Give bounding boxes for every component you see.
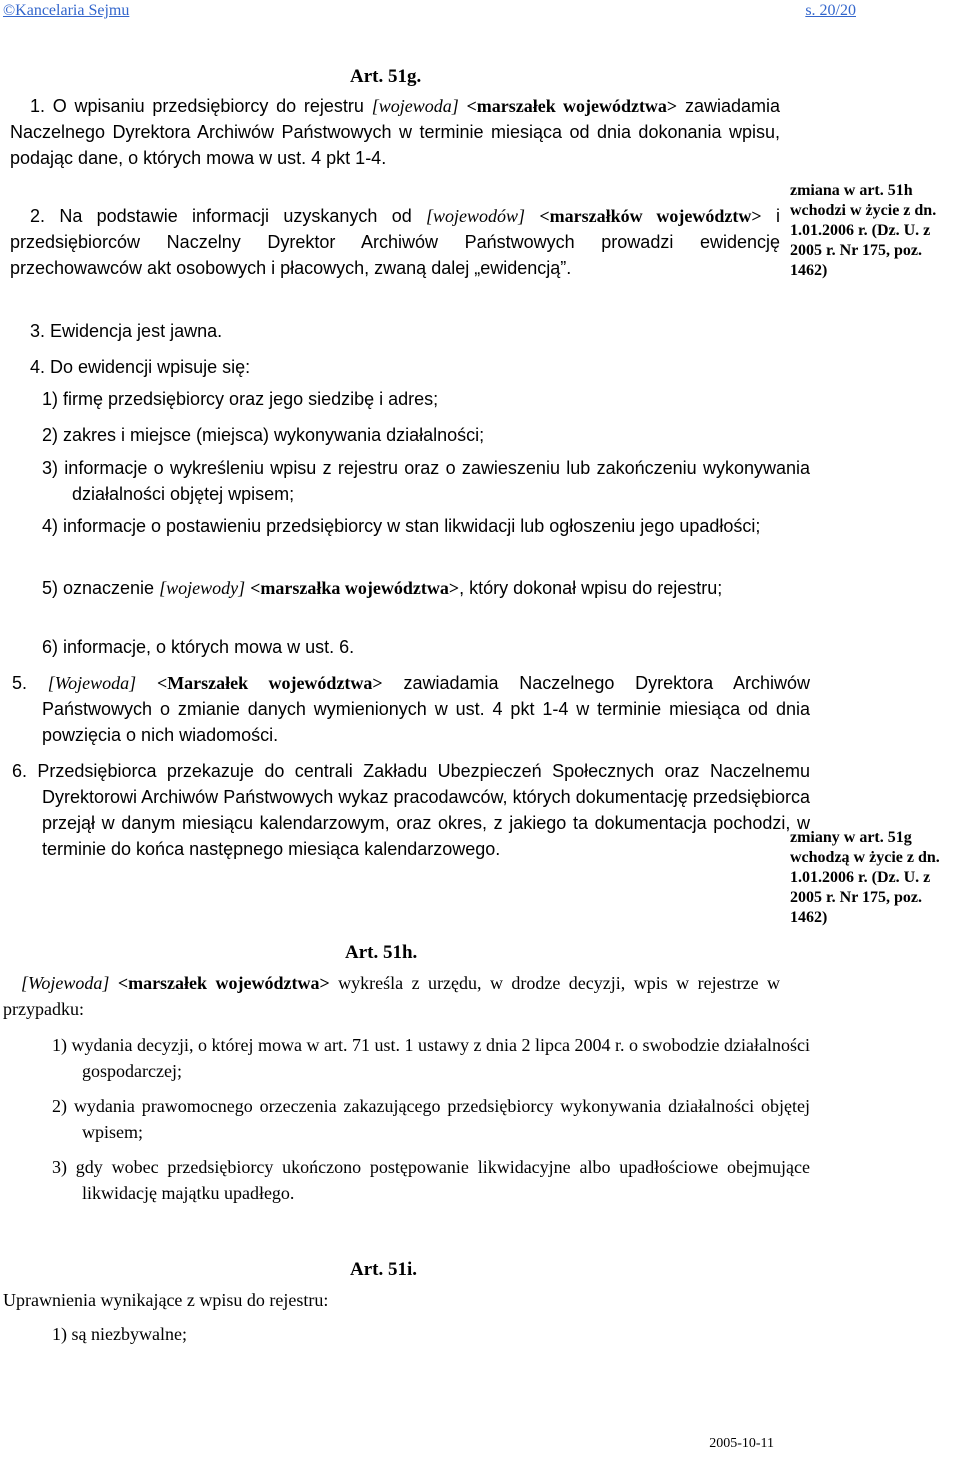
list-item: 4) informacje o postawieniu przedsiębiorcy w stan likwidacji lub ogłoszeniu jego upadłości; — [42, 516, 761, 536]
page-number-link[interactable]: s. 20/20 — [805, 2, 856, 19]
list-item: 2) wydania prawomocnego orzeczenia zakazującego przedsiębiorcy wykonywania działalności objętej wpisem; — [52, 1096, 810, 1142]
art51h-intro: [Wojewoda] <marszałek województwa> wykreśla z urzędu, w drodze decyzji, wpis w rejestrze w przypadku: — [3, 973, 781, 1019]
article-51h-title: Art. 51h. — [345, 942, 418, 963]
list-item: 1) firmę przedsiębiorcy oraz jego siedzibę i adres; — [42, 389, 439, 409]
art51g-paragraph-6: 6. Przedsiębiorca przekazuje do centrali Zakładu Ubezpieczeń Społecznych oraz Naczelnemu Dyrektorowi Archiwów Państwowych wykaz pracodawców, których dokumentację przedsiębiorca przejął w danym miesiącu kalendarzowym, oraz okres, z jakiego ta dokumentacja pochodzi, w terminie do końca następnego miesiąca kalendarzowego. — [12, 761, 810, 859]
article-51i-title: Art. 51i. — [350, 1259, 418, 1280]
paragraph-number: 1. — [30, 96, 46, 116]
margin-note-art51g: zmiany w art. 51g wchodzą w życie z dn. 1.01.2006 r. (Dz. U. z 2005 r. Nr 175, poz. 1462) — [790, 829, 940, 926]
list-item: 3) gdy wobec przedsiębiorcy ukończono postępowanie likwidacyjne albo upadłościowe obejmujące likwidację majątku upadłego. — [52, 1157, 810, 1203]
paragraph-number: 5. — [12, 673, 28, 693]
list-item: 2) zakres i miejsce (miejsca) wykonywania działalności; — [42, 425, 485, 445]
art51g-paragraph-4: 4. Do ewidencji wpisuje się: — [30, 357, 251, 377]
copyright-link[interactable]: ©Kancelaria Sejmu — [3, 2, 130, 19]
art51g-paragraph-2: 2. Na podstawie informacji uzyskanych od [wojewodów] <marszałków województw> i przedsiębiorców Naczelny Dyrektor Archiwów Państwowych prowadzi ewidencję przechowawców akt osobowych i płacowych, zwaną dalej „ewidencją”. — [10, 206, 780, 278]
paragraph-number: 2. — [30, 206, 46, 226]
art51g-paragraph-5: 5. [Wojewoda] <Marszałek województwa> zawiadamia Naczelnego Dyrektora Archiwów Państwowych o zmianie danych wymienionych w ust. 4 pkt 1-4 w terminie miesiąca od dnia powzięcia o nich wiadomości. — [12, 673, 810, 745]
art51i-intro: Uprawnienia wynikające z wpisu do rejestru: — [3, 1290, 329, 1310]
list-item: 5) oznaczenie [wojewody] <marszałka województwa>, który dokonał wpisu do rejestru; — [42, 578, 723, 598]
list-item: 3) informacje o wykreśleniu wpisu z rejestru oraz o zawieszeniu lub zakończeniu wykonywania działalności objętej wpisem; — [42, 458, 810, 504]
footer-date: 2005-10-11 — [709, 1436, 774, 1451]
art51g-paragraph-1: 1. O wpisaniu przedsiębiorcy do rejestru [wojewoda] <marszałek województwa> zawiadamia Naczelnego Dyrektora Archiwów Państwowych w terminie miesiąca od dnia dokonania wpisu, podając dane, o których mowa w ust. 4 pkt 1-4. — [10, 96, 781, 168]
margin-note-art51h: zmiana w art. 51h wchodzi w życie z dn. 1.01.2006 r. (Dz. U. z 2005 r. Nr 175, poz. 1462) — [790, 182, 937, 279]
list-item: 6) informacje, o których mowa w ust. 6. — [42, 637, 355, 657]
list-item: 1) wydania decyzji, o której mowa w art. 71 ust. 1 ustawy z dnia 2 lipca 2004 r. o swobodzie działalności gospodarczej; — [52, 1035, 810, 1081]
article-51g-title: Art. 51g. — [350, 66, 422, 87]
list-item: 1) są niezbywalne; — [52, 1324, 187, 1344]
art51g-paragraph-3: 3. Ewidencja jest jawna. — [30, 321, 223, 341]
